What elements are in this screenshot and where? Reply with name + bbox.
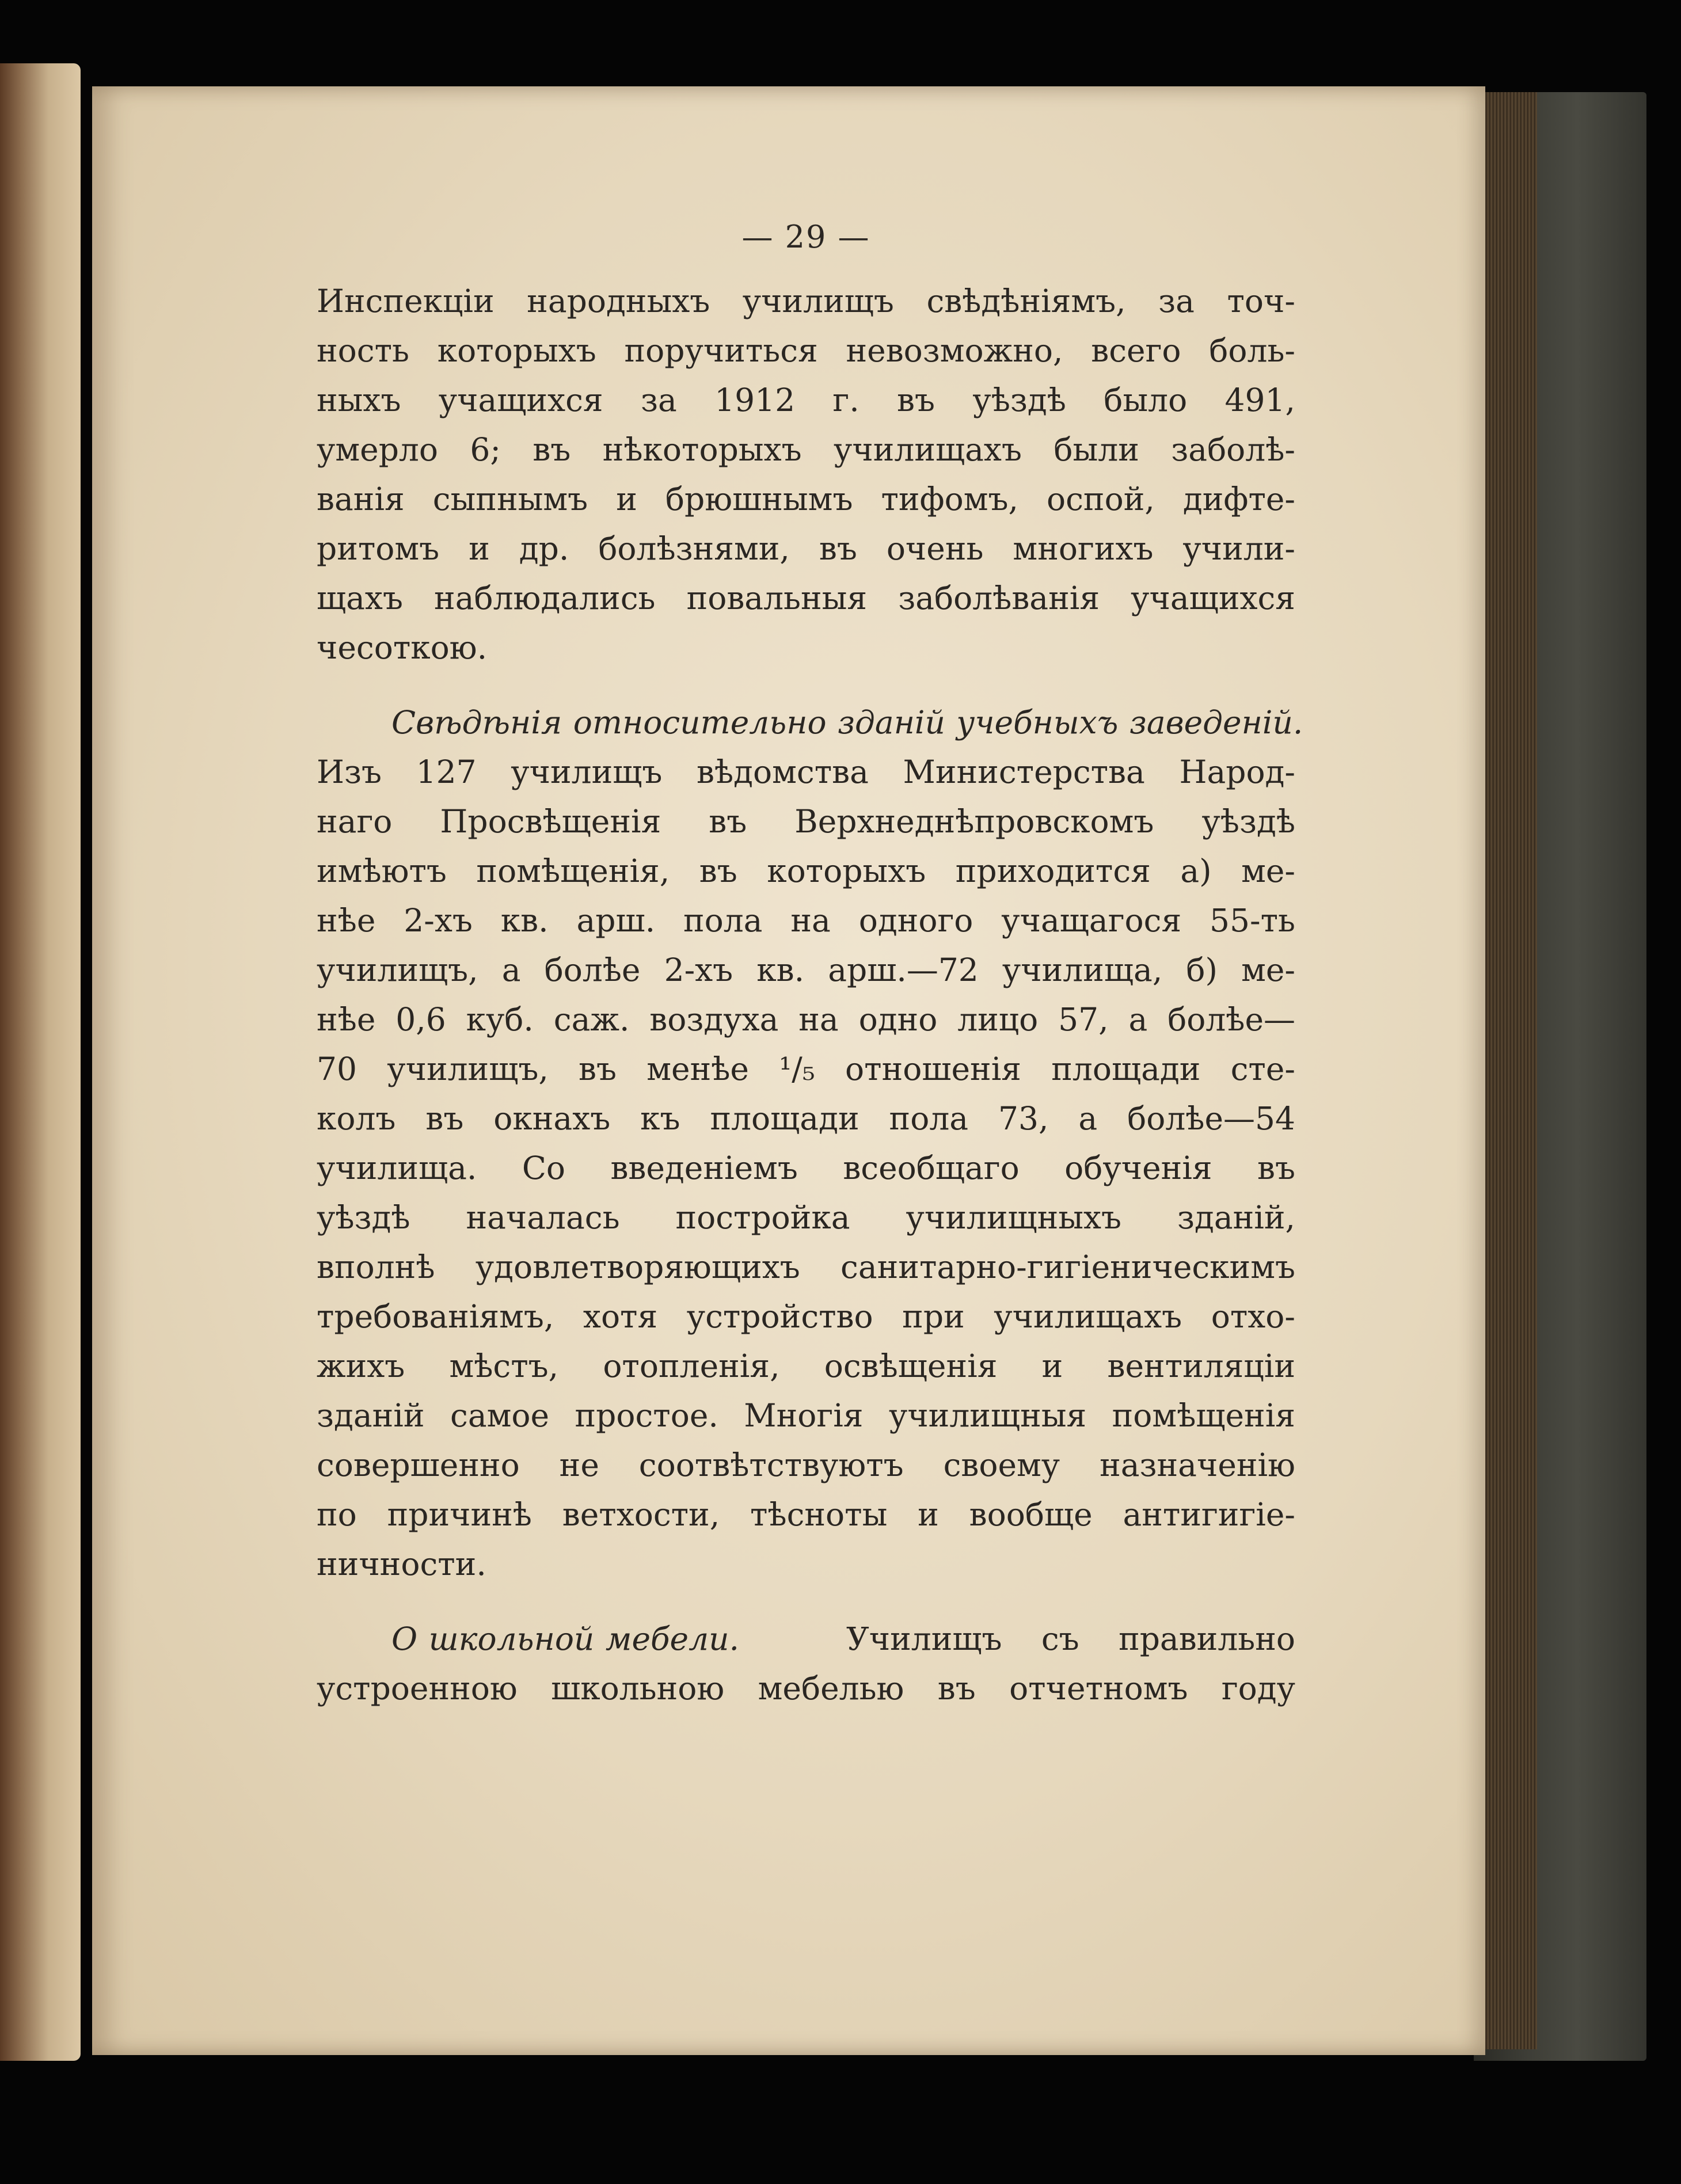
page-number: — 29 — xyxy=(741,219,870,255)
text-line: 70 училищъ, въ менѣе ¹/₅ отношенія площади сте- xyxy=(317,1051,1295,1087)
text-line: Училищъ съ правильно xyxy=(846,1620,1295,1657)
text-line: ритомъ и др. болѣзнями, въ очень многихъ учили- xyxy=(317,530,1295,567)
text-line: Инспекціи народныхъ училищъ свѣдѣніямъ, за точ- xyxy=(317,283,1295,319)
text-line: устроенною школьною мебелью въ отчетномъ году xyxy=(317,1670,1295,1707)
text-line: наго Просвѣщенія въ Верхнеднѣпровскомъ уѣздѣ xyxy=(317,803,1295,840)
text-line: умерло 6; въ нѣкоторыхъ училищахъ были заболѣ- xyxy=(317,431,1295,468)
text-line: вполнѣ удовлетворяющихъ санитарно-гигіеническимъ xyxy=(317,1249,1295,1285)
text-line: жихъ мѣстъ, отопленія, освѣщенія и вентиляціи xyxy=(317,1348,1295,1384)
text-line: ничности. xyxy=(317,1546,486,1582)
text-line: имѣютъ помѣщенія, въ которыхъ приходится а) ме- xyxy=(317,853,1295,889)
text-line: нѣе 2-хъ кв. арш. пола на одного учащагося 55-ть xyxy=(317,902,1295,939)
text-line: училищъ, а болѣе 2-хъ кв. арш.—72 училища, б) ме- xyxy=(317,952,1295,988)
text-line: щахъ наблюдались повальныя заболѣванія учащихся xyxy=(317,580,1295,617)
text-line: уѣздѣ началась постройка училищныхъ зданій, xyxy=(317,1199,1295,1236)
text-line: по причинѣ ветхости, тѣсноты и вообще антигигіе- xyxy=(317,1496,1295,1533)
section-heading: Свѣдѣнія относительно зданій учебныхъ заведеній. xyxy=(391,704,1303,741)
text-line: нѣе 0,6 куб. саж. воздуха на одно лицо 57, а болѣе— xyxy=(317,1001,1295,1038)
text-line: ванія сыпнымъ и брюшнымъ тифомъ, оспой, дифте- xyxy=(317,481,1295,518)
text-line: зданій самое простое. Многія училищныя помѣщенія xyxy=(317,1397,1295,1434)
text-line: колъ въ окнахъ къ площади пола 73, а болѣе—54 xyxy=(317,1100,1295,1137)
text-line: Изъ 127 училищъ вѣдомства Министерства Народ- xyxy=(317,754,1295,790)
text-line: ныхъ учащихся за 1912 г. въ уѣздѣ было 491, xyxy=(317,382,1295,418)
text-line: чесоткою. xyxy=(317,629,488,666)
left-page-edge xyxy=(0,63,81,2061)
section-heading: О школьной мебели. xyxy=(391,1620,740,1657)
text-line: училища. Со введеніемъ всеобщаго обученія въ xyxy=(317,1150,1295,1186)
text-line: требованіямъ, хотя устройство при училищахъ отхо- xyxy=(317,1298,1295,1335)
book-page xyxy=(92,86,1485,2055)
text-line: ность которыхъ поручиться невозможно, всего боль- xyxy=(317,332,1295,369)
text-line: совершенно не соотвѣтствуютъ своему назначенію xyxy=(317,1447,1295,1483)
